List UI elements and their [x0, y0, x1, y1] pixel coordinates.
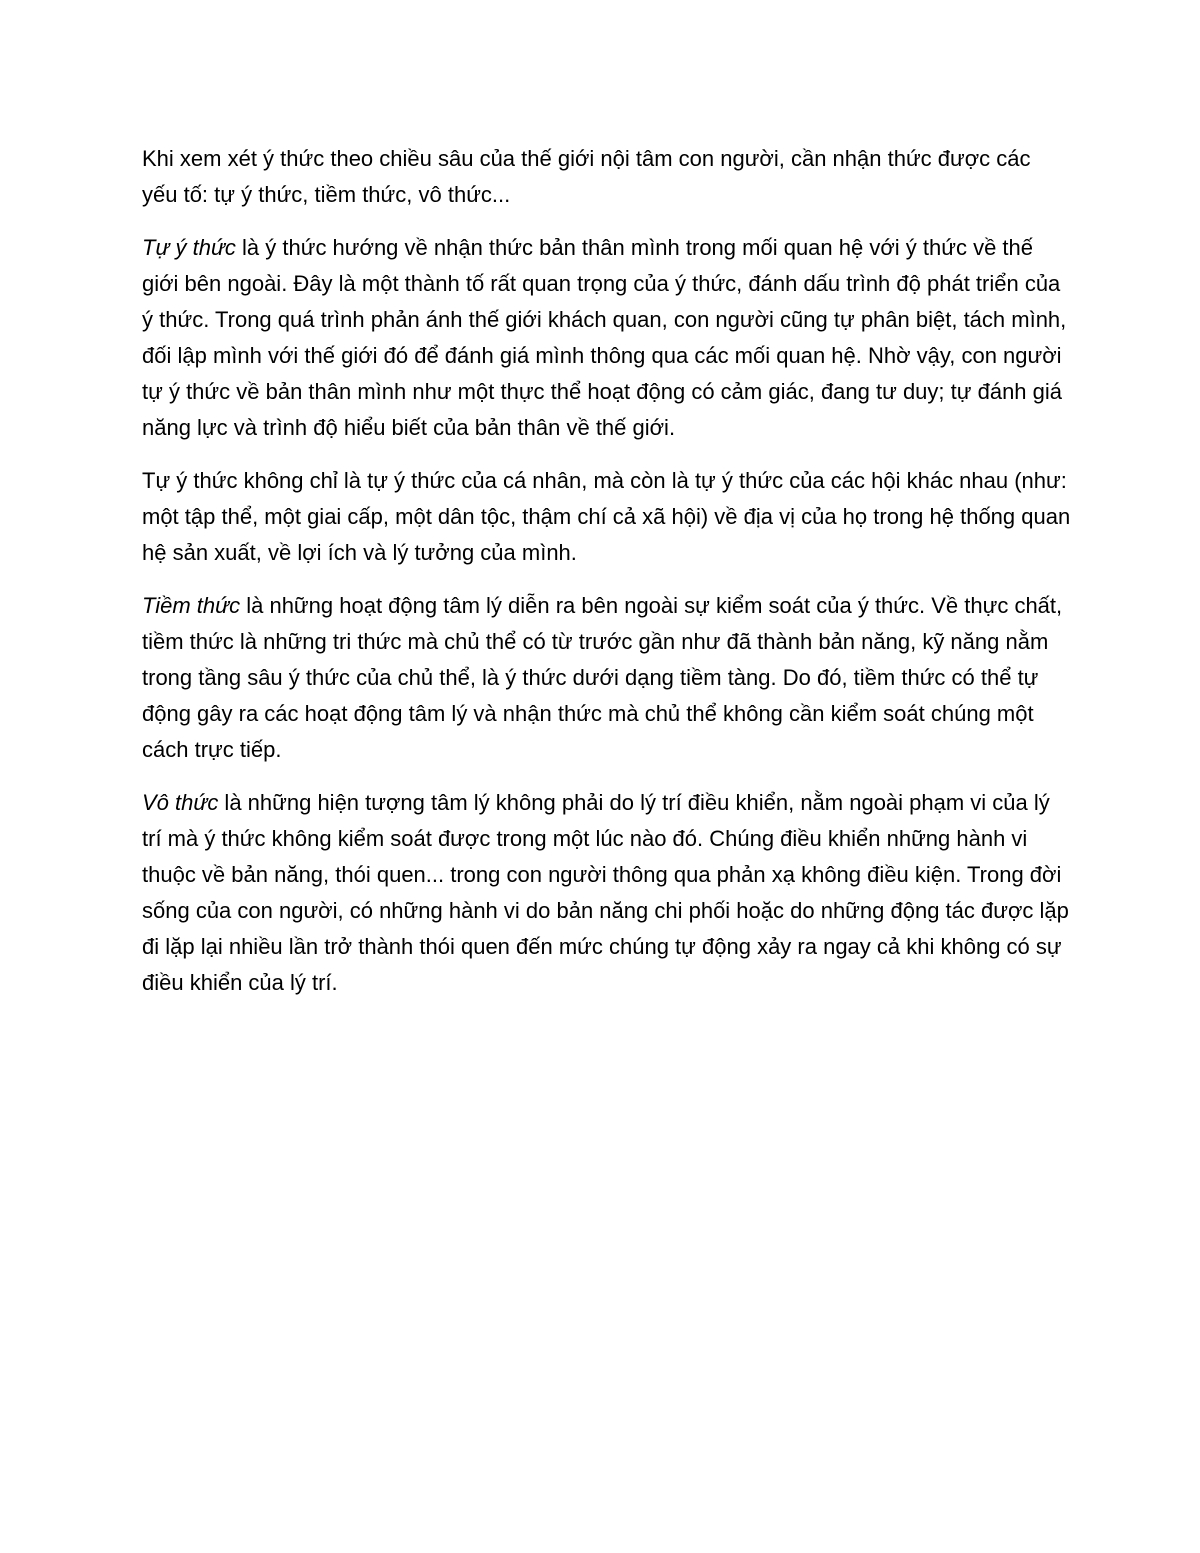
document-body	[142, 141, 1072, 1018]
term-tiem-thuc: Tiềm thức	[142, 593, 241, 618]
paragraph-tu-y-thuc	[142, 230, 1072, 446]
paragraph-text: Tự ý thức không chỉ là tự ý thức của cá nhân, mà còn là tự ý thức của các hội khác nhau (như: một tập thể, một giai cấp, một dân tộc, thậm chí cả xã hội) về địa vị của họ trong hệ thống quan hệ sản xuất, về lợi ích và lý tưởng của mình.	[142, 468, 1071, 565]
paragraph-text: Khi xem xét ý thức theo chiều sâu của thế giới nội tâm con người, cần nhận thức được các yếu tố: tự ý thức, tiềm thức, vô thức...	[142, 146, 1031, 207]
paragraph-vo-thuc	[142, 785, 1072, 1001]
paragraph-tiem-thuc	[142, 588, 1072, 768]
paragraph-text: là những hiện tượng tâm lý không phải do lý trí điều khiển, nằm ngoài phạm vi của lý trí mà ý thức không kiểm soát được trong một lúc nào đó. Chúng điều khiển những hành vi thuộc về bản năng, thói quen... trong con người thông qua phản xạ không điều kiện. Trong đời sống của con người, có những hành vi do bản năng chi phối hoặc do những động tác được lặp đi lặp lại nhiều lần trở thành thói quen đến mức chúng tự động xảy ra ngay cả khi không có sự điều khiển của lý trí.	[142, 790, 1069, 995]
paragraph-tu-y-thuc-collective	[142, 463, 1072, 571]
term-vo-thuc: Vô thức	[142, 790, 219, 815]
paragraph-text: là ý thức hướng về nhận thức bản thân mình trong mối quan hệ với ý thức về thế giới bên ngoài. Đây là một thành tố rất quan trọng của ý thức, đánh dấu trình độ phát triển của ý thức. Trong quá trình phản ánh thế giới khách quan, con người cũng tự phân biệt, tách mình, đối lập mình với thế giới đó để đánh giá mình thông qua các mối quan hệ. Nhờ vậy, con người tự ý thức về bản thân mình như một thực thể hoạt động có cảm giác, đang tư duy; tự đánh giá năng lực và trình độ hiểu biết của bản thân về thế giới.	[142, 235, 1067, 440]
paragraph-intro	[142, 141, 1072, 213]
paragraph-text: là những hoạt động tâm lý diễn ra bên ngoài sự kiểm soát của ý thức. Về thực chất, tiềm thức là những tri thức mà chủ thể có từ trước gần như đã thành bản năng, kỹ năng nằm trong tầng sâu ý thức của chủ thể, là ý thức dưới dạng tiềm tàng. Do đó, tiềm thức có thể tự động gây ra các hoạt động tâm lý và nhận thức mà chủ thể không cần kiểm soát chúng một cách trực tiếp.	[142, 593, 1063, 762]
term-tu-y-thuc: Tự ý thức	[142, 235, 236, 260]
